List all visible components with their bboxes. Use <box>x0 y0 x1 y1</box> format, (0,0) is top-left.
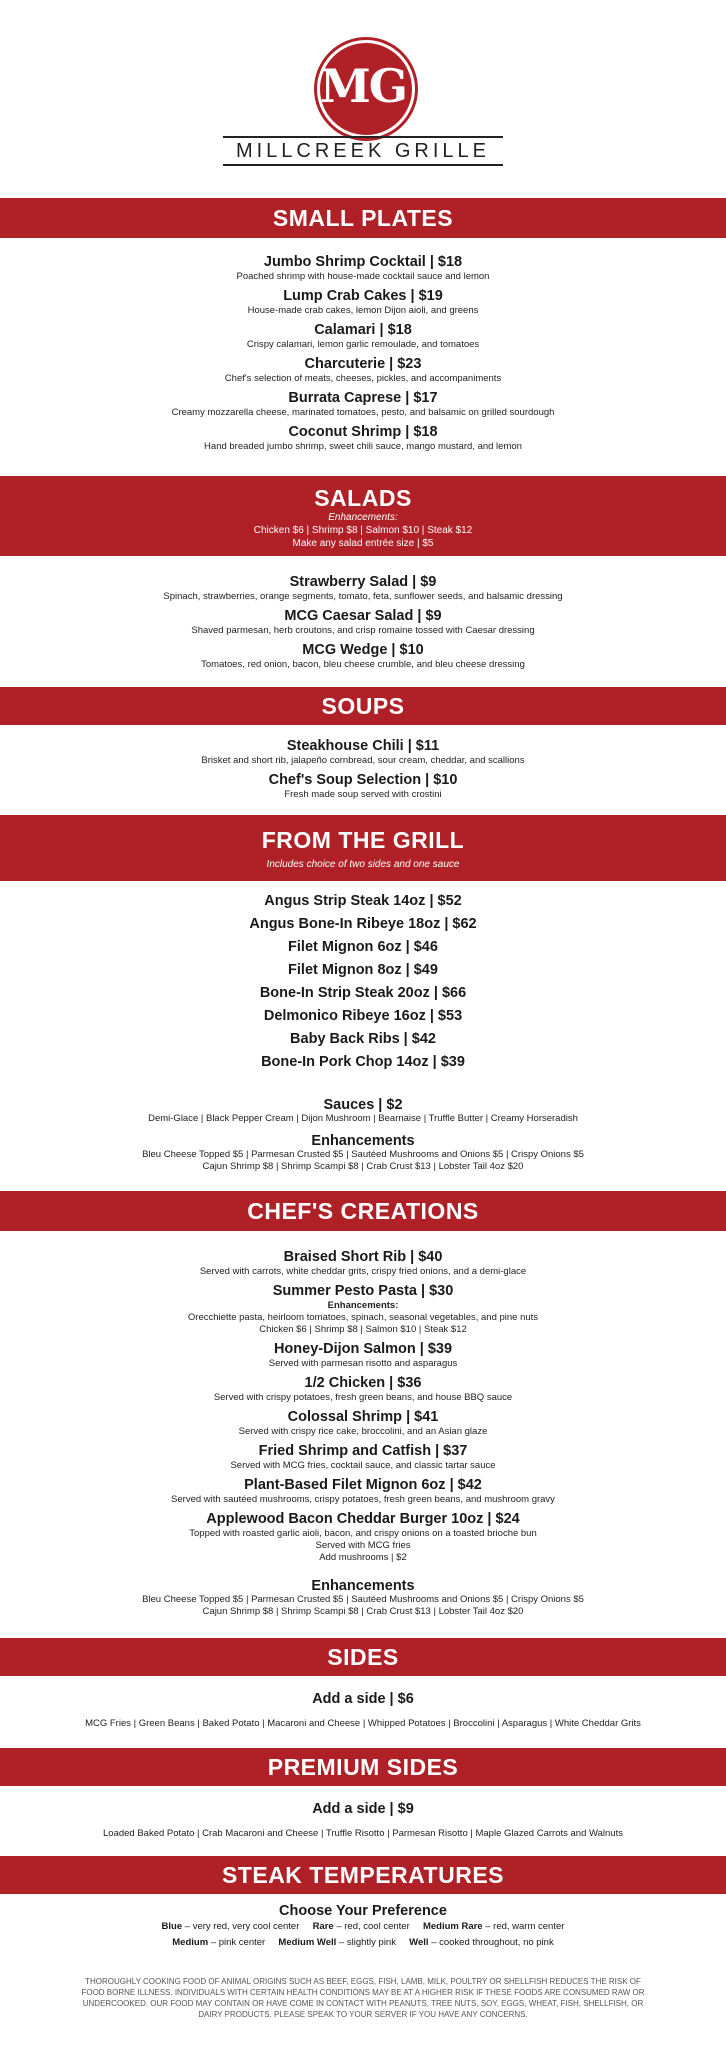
section-header-sides <box>0 1638 726 1676</box>
item-name: Chef's Soup Selection | $10 <box>268 772 458 788</box>
section-title: FROM THE GRILL <box>261 827 465 853</box>
grill-item: Delmonico Ribeye 16oz | $53 <box>263 1008 463 1024</box>
item-name: 1/2 Chicken | $36 <box>304 1375 422 1391</box>
sauces-line: Demi-Glace | Black Pepper Cream | Dijon Mushroom | Bearnaise | Truffle Butter | Creamy Horseradish <box>148 1113 578 1124</box>
section-title: SMALL PLATES <box>272 205 454 231</box>
sides-line: MCG Fries | Green Beans | Baked Potato | Macaroni and Cheese | Whipped Potatoes | Broccolini | Asparagus | White Cheddar Grits <box>85 1718 641 1729</box>
salad-enhancements-line: Chicken $6 | Shrimp $8 | Salmon $10 | Steak $12 <box>253 525 473 536</box>
item-name: Summer Pesto Pasta | $30 <box>272 1283 454 1299</box>
menu-item <box>0 641 726 671</box>
section-title: SIDES <box>327 1644 399 1670</box>
section-title: PREMIUM SIDES <box>267 1754 459 1780</box>
item-name: Plant-Based Filet Mignon 6oz | $42 <box>244 1477 482 1493</box>
salad-enhancements-label: Enhancements: <box>328 512 398 523</box>
menu-item <box>0 1374 726 1404</box>
menu-item <box>0 607 726 637</box>
item-desc: Hand breaded jumbo shrimp, sweet chili sauce, mango mustard, and lemon <box>204 441 522 452</box>
temp-desc: – red, warm center <box>482 1921 565 1932</box>
item-desc: Crispy calamari, lemon garlic remoulade, and tomatoes <box>246 339 480 350</box>
item-name: Colossal Shrimp | $41 <box>287 1409 439 1425</box>
item-desc: Topped with roasted garlic aioli, bacon, and crispy onions on a toasted brioche bun <box>189 1528 537 1539</box>
item-desc: Served with crispy rice cake, broccolini, and an Asian glaze <box>238 1426 488 1437</box>
menu-item <box>0 1442 726 1472</box>
item-desc-3: Add mushrooms | $2 <box>319 1552 407 1563</box>
section-title: STEAK TEMPERATURES <box>221 1862 505 1888</box>
menu-item <box>0 771 726 801</box>
section-header-steak-temperatures <box>0 1856 726 1894</box>
grill-enhancements-line2: Cajun Shrimp $8 | Shrimp Scampi $8 | Crab Crust $13 | Lobster Tail 4oz $20 <box>202 1161 524 1172</box>
section-title: SALADS <box>314 485 412 511</box>
sides-price: Add a side | $6 <box>312 1691 414 1707</box>
menu-item <box>0 287 726 317</box>
item-desc: Served with carrots, white cheddar grits, crispy fried onions, and a demi-glace <box>199 1266 527 1277</box>
grill-item: Filet Mignon 6oz | $46 <box>288 939 438 955</box>
section-header-soups <box>0 687 726 725</box>
temp-desc: – very red, very cool center <box>182 1921 300 1932</box>
grill-item: Bone-In Pork Chop 14oz | $39 <box>261 1054 465 1070</box>
temp-name: Well <box>409 1937 429 1948</box>
temps-row-1 <box>0 1921 726 1933</box>
logo-rule-bottom <box>223 164 503 166</box>
temp-name: Rare <box>312 1921 334 1932</box>
item-desc-2: Served with MCG fries <box>315 1540 411 1551</box>
premium-price: Add a side | $9 <box>312 1801 414 1817</box>
menu-item <box>0 1248 726 1278</box>
section-header-chefs-creations <box>0 1191 726 1231</box>
menu-item <box>0 1408 726 1438</box>
logo-name: MILLCREEK GRILLE <box>235 140 491 162</box>
item-desc: Served with crispy potatoes, fresh green beans, and house BBQ sauce <box>213 1392 513 1403</box>
item-name: Calamari | $18 <box>314 322 412 338</box>
sauces-title: Sauces | $2 <box>323 1097 403 1113</box>
menu-item <box>0 423 726 453</box>
item-name: Braised Short Rib | $40 <box>283 1249 443 1265</box>
section-header-premium-sides <box>0 1748 726 1786</box>
item-desc: Tomatoes, red onion, bacon, bleu cheese crumble, and bleu cheese dressing <box>201 659 525 670</box>
item-name: Steakhouse Chili | $11 <box>286 738 440 754</box>
grill-item: Angus Strip Steak 14oz | $52 <box>264 893 462 909</box>
item-name: Coconut Shrimp | $18 <box>288 424 438 440</box>
item-desc: Shaved parmesan, herb croutons, and crisp romaine tossed with Caesar dressing <box>191 625 535 636</box>
item-name: Applewood Bacon Cheddar Burger 10oz | $24 <box>206 1511 520 1527</box>
menu-item <box>0 1476 726 1506</box>
premium-line: Loaded Baked Potato | Crab Macaroni and Cheese | Truffle Risotto | Parmesan Risotto | Maple Glazed Carrots and Walnuts <box>103 1828 623 1839</box>
item-enh-label: Enhancements: <box>327 1300 399 1311</box>
section-header-salads <box>0 476 726 556</box>
item-name: Fried Shrimp and Catfish | $37 <box>258 1443 468 1459</box>
item-name: Burrata Caprese | $17 <box>288 390 438 406</box>
item-desc: House-made crab cakes, lemon Dijon aioli, and greens <box>247 305 479 316</box>
logo-monogram: MG <box>319 59 407 113</box>
chefs-enhancements-title: Enhancements <box>311 1578 415 1594</box>
grill-enhancements-line1: Bleu Cheese Topped $5 | Parmesan Crusted $5 | Sautéed Mushrooms and Onions $5 | Crispy Onions $5 <box>142 1149 584 1160</box>
item-desc: Fresh made soup served with crostini <box>284 789 442 800</box>
grill-item: Filet Mignon 8oz | $49 <box>288 962 438 978</box>
grill-item: Bone-In Strip Steak 20oz | $66 <box>259 985 467 1001</box>
temp-name: Medium Well <box>278 1937 337 1948</box>
temps-row-2 <box>0 1937 726 1949</box>
menu-item <box>0 389 726 419</box>
menu-item <box>0 321 726 351</box>
temp-desc: – slightly pink <box>336 1937 396 1948</box>
item-desc: Served with parmesan risotto and asparagus <box>268 1358 458 1369</box>
item-name: Honey-Dijon Salmon | $39 <box>273 1341 453 1357</box>
item-desc: Served with MCG fries, cocktail sauce, and classic tartar sauce <box>230 1460 496 1471</box>
section-title: CHEF'S CREATIONS <box>247 1198 479 1224</box>
item-name: Charcuterie | $23 <box>304 356 422 372</box>
logo-rule-top <box>223 136 503 138</box>
grill-item: Angus Bone-In Ribeye 18oz | $62 <box>249 916 477 932</box>
temp-desc: – cooked throughout, no pink <box>428 1937 554 1948</box>
chefs-enhancements-line2: Cajun Shrimp $8 | Shrimp Scampi $8 | Crab Crust $13 | Lobster Tail 4oz $20 <box>202 1606 524 1617</box>
temp-name: Medium Rare <box>422 1921 483 1932</box>
item-desc: Spinach, strawberries, orange segments, tomato, feta, sunflower seeds, and balsamic dressing <box>163 591 563 602</box>
item-desc: Creamy mozzarella cheese, marinated tomatoes, pesto, and balsamic on grilled sourdough <box>171 407 555 418</box>
item-enh-line: Chicken $6 | Shrimp $8 | Salmon $10 | Steak $12 <box>259 1324 467 1335</box>
logo <box>0 0 726 190</box>
item-name: Strawberry Salad | $9 <box>289 574 437 590</box>
chefs-enhancements-line1: Bleu Cheese Topped $5 | Parmesan Crusted $5 | Sautéed Mushrooms and Onions $5 | Crispy Onions $5 <box>142 1594 584 1605</box>
temp-desc: – red, cool center <box>333 1921 410 1932</box>
grill-subtitle: Includes choice of two sides and one sauce <box>266 859 460 870</box>
menu-item <box>0 573 726 603</box>
item-name: MCG Wedge | $10 <box>302 642 424 658</box>
menu-item <box>0 737 726 767</box>
grill-enhancements-title: Enhancements <box>311 1133 415 1149</box>
section-header-small-plates <box>0 198 726 238</box>
salad-size-line: Make any salad entrée size | $5 <box>292 538 434 549</box>
menu-item <box>0 253 726 283</box>
section-header-grill <box>0 815 726 881</box>
menu-item <box>0 1510 726 1564</box>
menu-item <box>0 1340 726 1370</box>
grill-item: Baby Back Ribs | $42 <box>290 1031 436 1047</box>
item-desc: Poached shrimp with house-made cocktail sauce and lemon <box>236 271 490 282</box>
item-name: Jumbo Shrimp Cocktail | $18 <box>263 254 463 270</box>
temp-name: Medium <box>172 1937 209 1948</box>
item-name: MCG Caesar Salad | $9 <box>284 608 442 624</box>
menu-item <box>0 1282 726 1336</box>
item-desc: Chef's selection of meats, cheeses, pickles, and accompaniments <box>224 373 502 384</box>
item-desc: Served with sautéed mushrooms, crispy potatoes, fresh green beans, and mushroom gravy <box>171 1494 555 1505</box>
temps-choose: Choose Your Preference <box>279 1903 447 1919</box>
temp-desc: – pink center <box>208 1937 266 1948</box>
menu-item <box>0 355 726 385</box>
food-safety-disclaimer: THOROUGHLY COOKING FOOD OF ANIMAL ORIGINS SUCH AS BEEF, EGGS, FISH, LAMB, MILK, POULTRY OR SHELLFISH REDUCES THE RISK OF FOOD BORNE ILLNESS. INDIVIDUALS WITH CERTAIN HEALTH CONDITIONS MAY BE AT A HIGHER RISK IF THESE FOODS ARE CONSUMED RAW OR UNDERCOOKED. OUR FOOD MAY CONTAIN OR HAVE COME IN CONTACT WITH PEANUTS, TREE NUTS, SOY, EGGS, WHEAT, FISH, SHELLFISH, OR DAIRY PRODUCTS. PLEASE SPEAK TO YOUR SERVER IF YOU HAVE ANY CONCERNS. <box>81 1977 645 2019</box>
item-desc: Brisket and short rib, jalapeño cornbread, sour cream, cheddar, and scallions <box>201 755 525 766</box>
temp-name: Blue <box>161 1921 183 1932</box>
item-desc: Orecchiette pasta, heirloom tomatoes, spinach, seasonal vegetables, and pine nuts <box>187 1312 539 1323</box>
section-title: SOUPS <box>321 693 405 719</box>
item-name: Lump Crab Cakes | $19 <box>283 288 443 304</box>
